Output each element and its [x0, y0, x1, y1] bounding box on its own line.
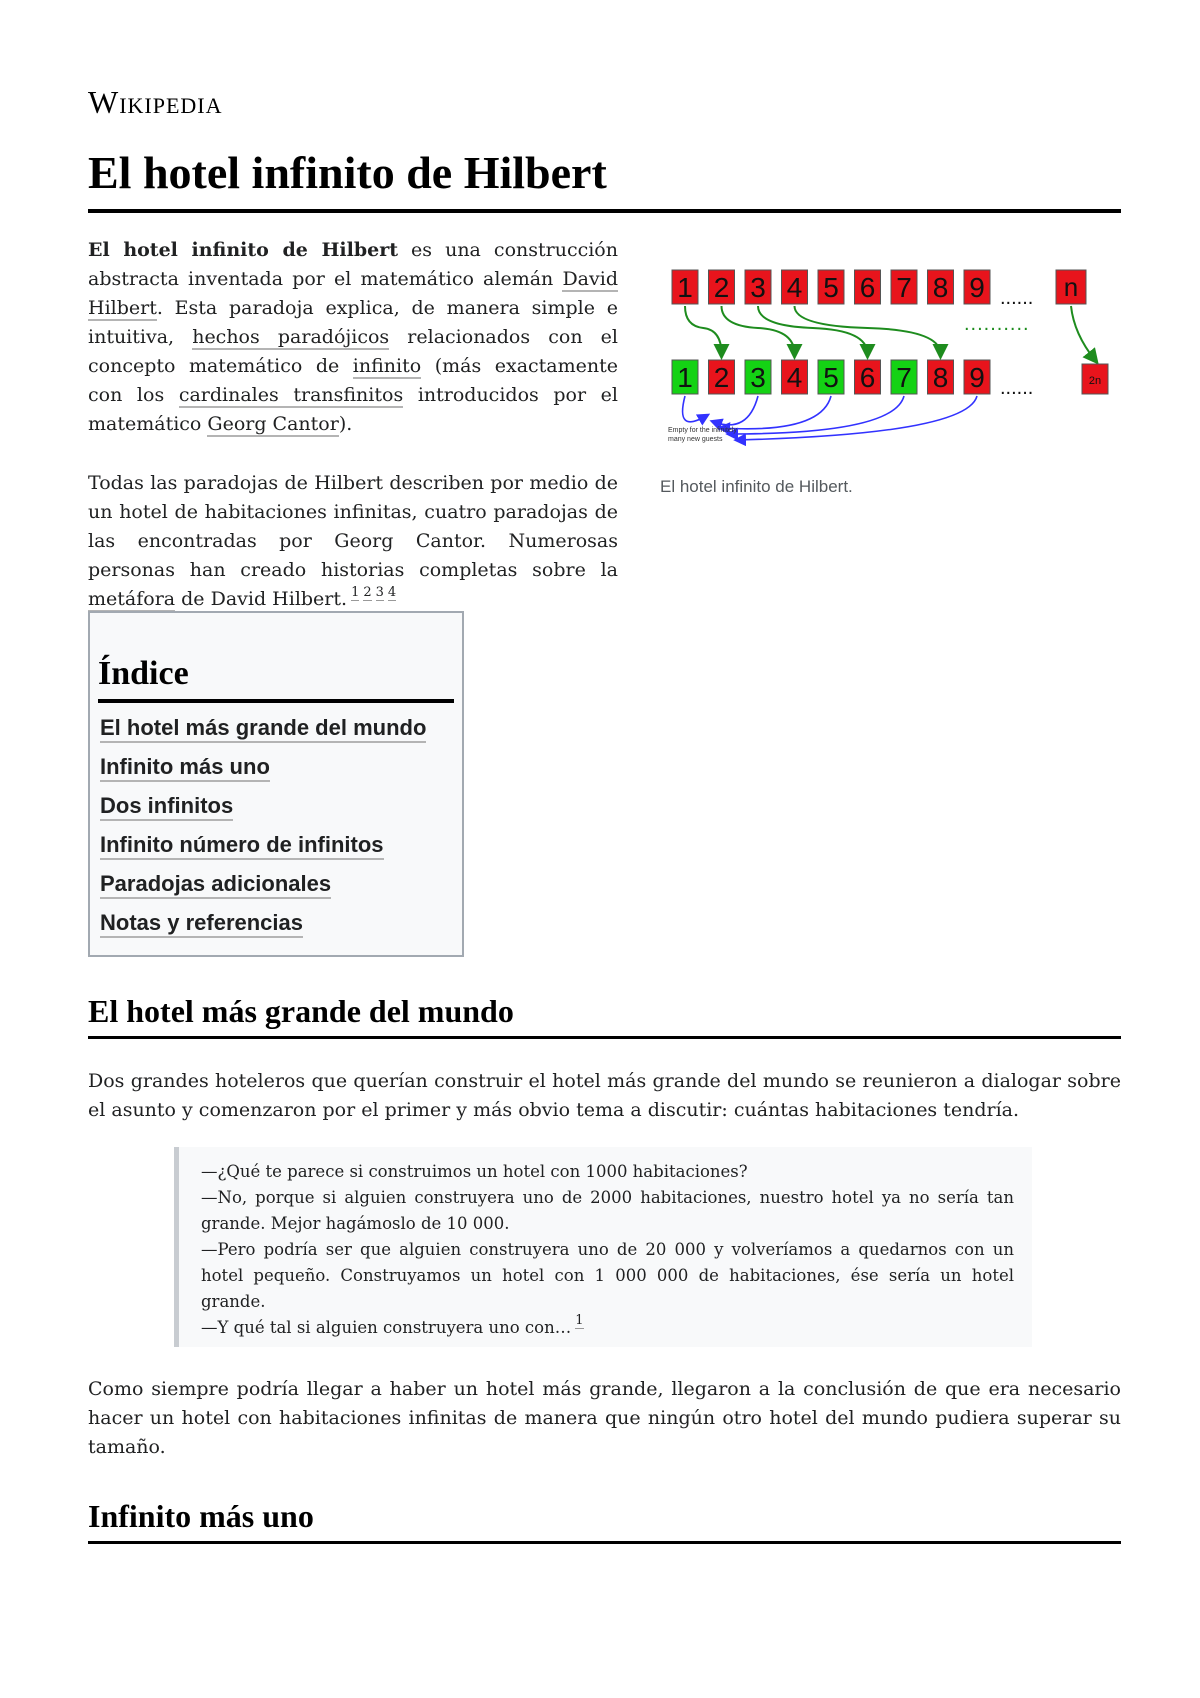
quote-line-3: —Pero podría ser que alguien construyera uno de 20 000 y volveríamos a quedarnos con un hotel pequeño. Construyamos un hotel con 1 000 000 de habitaciones, ése sería un hotel grande.: [201, 1240, 1014, 1311]
intro-text: . Esta paradoja explica, de manera simple e intuitiva,: [88, 297, 618, 348]
intro-text: (más exactamente con los: [88, 355, 619, 406]
toc-rule: [98, 699, 454, 703]
room-bottom-label-1: 1: [677, 362, 693, 393]
room-bottom-label-7: 7: [896, 362, 912, 393]
title-rule: [88, 209, 1121, 213]
intro-text: de David Hilbert.: [175, 588, 348, 610]
section1-paragraph-1: Dos grandes hoteleros que querían construir el hotel más grande del mundo se reunieron a dialogar sobre el asunto y comenzaron por el primer y más obvio tema a discutir: cuántas habitaciones tendría.: [88, 1070, 1121, 1121]
intro-text: ).: [338, 413, 353, 435]
note-line-2: many new guests: [668, 436, 723, 443]
green-dots: ..........: [964, 313, 1030, 335]
ref-2[interactable]: 2: [363, 585, 372, 600]
figure-caption: El hotel infinito de Hilbert.: [660, 477, 853, 496]
ref-3[interactable]: 3: [375, 585, 384, 600]
room-bottom-label-4: 4: [786, 362, 803, 393]
room-top-label-9: 9: [969, 272, 985, 303]
room-bottom-label-2: 2: [713, 362, 730, 393]
blue-arrow-2: [714, 396, 758, 425]
toc-item-infinito-numero[interactable]: Infinito número de infinitos: [100, 832, 384, 860]
room-top-label-8: 8: [932, 272, 949, 303]
bottom-dots: ......: [1000, 377, 1034, 399]
room-top-label-4: 4: [786, 272, 803, 303]
room-bottom-label-5: 5: [823, 362, 839, 393]
section1-paragraph-2: Como siempre podría llegar a haber un hotel más grande, llegaron a la conclusión de que era necesario hacer un hotel con habitaciones infinitas de manera que ningún otro hotel del mundo pudiera superar su tamaño.: [88, 1378, 1121, 1458]
wikipedia-wordmark: Wikipedia: [88, 84, 223, 120]
link-david-hilbert[interactable]: David Hilbert: [88, 268, 618, 319]
intro-text: Todas las paradojas de Hilbert describen por medio de un hotel de habitaciones infinitas, cuatro paradojas de las encontradas por Georg Cantor. Numerosas personas han creado historias completas sobre la: [88, 472, 618, 581]
room-top-label-3: 3: [750, 272, 766, 303]
link-infinito[interactable]: infinito: [352, 355, 422, 377]
quote-line-4-text: —Y qué tal si alguien construyera uno con…: [201, 1318, 572, 1337]
room-top-label-2: 2: [713, 272, 730, 303]
intro-text: introducidos por el matemático: [88, 384, 618, 435]
toc-item-infinito-mas-uno[interactable]: Infinito más uno: [100, 754, 270, 782]
quote-line-2: —No, porque si alguien construyera uno de 2000 habitaciones, nuestro hotel ya no sería tan grande. Mejor hagámoslo de 10 000.: [201, 1188, 1014, 1233]
room-top-label-n: n: [1063, 272, 1079, 302]
room-bottom-label-8: 8: [932, 362, 949, 393]
green-arrow-4: [795, 306, 941, 354]
note-line-1: Empty for the infinitely: [668, 427, 737, 434]
room-top-label-5: 5: [823, 272, 839, 303]
toc-item-notas-referencias[interactable]: Notas y referencias: [100, 910, 303, 938]
toc-item-paradojas-adicionales[interactable]: Paradojas adicionales: [100, 871, 331, 899]
room-top-label-7: 7: [896, 272, 912, 303]
intro-paragraph-1: [88, 236, 618, 439]
intro-text: relacionados con el concepto matemático de: [88, 326, 619, 377]
green-arrow-2: [722, 306, 795, 354]
intro-text: es una construcción abstracta inventada por el matemático alemán: [88, 239, 618, 290]
room-top-label-1: 1: [677, 272, 693, 303]
table-of-contents: [88, 611, 464, 957]
toc-title: Índice: [98, 655, 189, 692]
dialogue-quote: [174, 1147, 1032, 1347]
link-metafora[interactable]: metáfora: [88, 588, 176, 610]
room-bottom-label-9: 9: [969, 362, 985, 393]
quote-ref-1[interactable]: 1: [575, 1313, 584, 1328]
room-bottom-label-3: 3: [750, 362, 766, 393]
quote-line-1: —¿Qué te parece si construimos un hotel con 1000 habitaciones?: [201, 1162, 748, 1181]
hotel-figure: [664, 262, 1112, 456]
link-georg-cantor[interactable]: Georg Cantor: [207, 413, 339, 435]
section-heading-hotel-mas-grande: El hotel más grande del mundo: [88, 993, 514, 1029]
link-hechos-paradojicos[interactable]: hechos paradójicos: [192, 326, 390, 348]
ref-1[interactable]: 1: [351, 585, 360, 600]
quote-line-4: [201, 1315, 1014, 1343]
room-bottom-label-2n: 2n: [1088, 375, 1102, 387]
intro-bold-term: El hotel infinito de Hilbert: [88, 239, 398, 261]
section-heading-infinito-mas-uno: Infinito más uno: [88, 1498, 314, 1534]
ref-4[interactable]: 4: [387, 585, 397, 600]
green-arrow-n: [1071, 306, 1095, 360]
intro-paragraph-2: [88, 469, 618, 616]
section-rule: [88, 1541, 1121, 1544]
page-title: El hotel infinito de Hilbert: [88, 147, 607, 198]
hotel-diagram: [664, 262, 1112, 452]
blue-arrow-1: [683, 396, 706, 422]
top-dots: ......: [1000, 287, 1034, 309]
link-cardinales-transfinitos[interactable]: cardinales transfinitos: [178, 384, 404, 406]
room-bottom-label-6: 6: [859, 362, 876, 393]
toc-item-hotel-mas-grande[interactable]: El hotel más grande del mundo: [100, 715, 426, 743]
green-arrow-1: [685, 306, 722, 354]
section-rule: [88, 1036, 1121, 1039]
room-top-label-6: 6: [859, 272, 876, 303]
toc-item-dos-infinitos[interactable]: Dos infinitos: [100, 793, 233, 821]
